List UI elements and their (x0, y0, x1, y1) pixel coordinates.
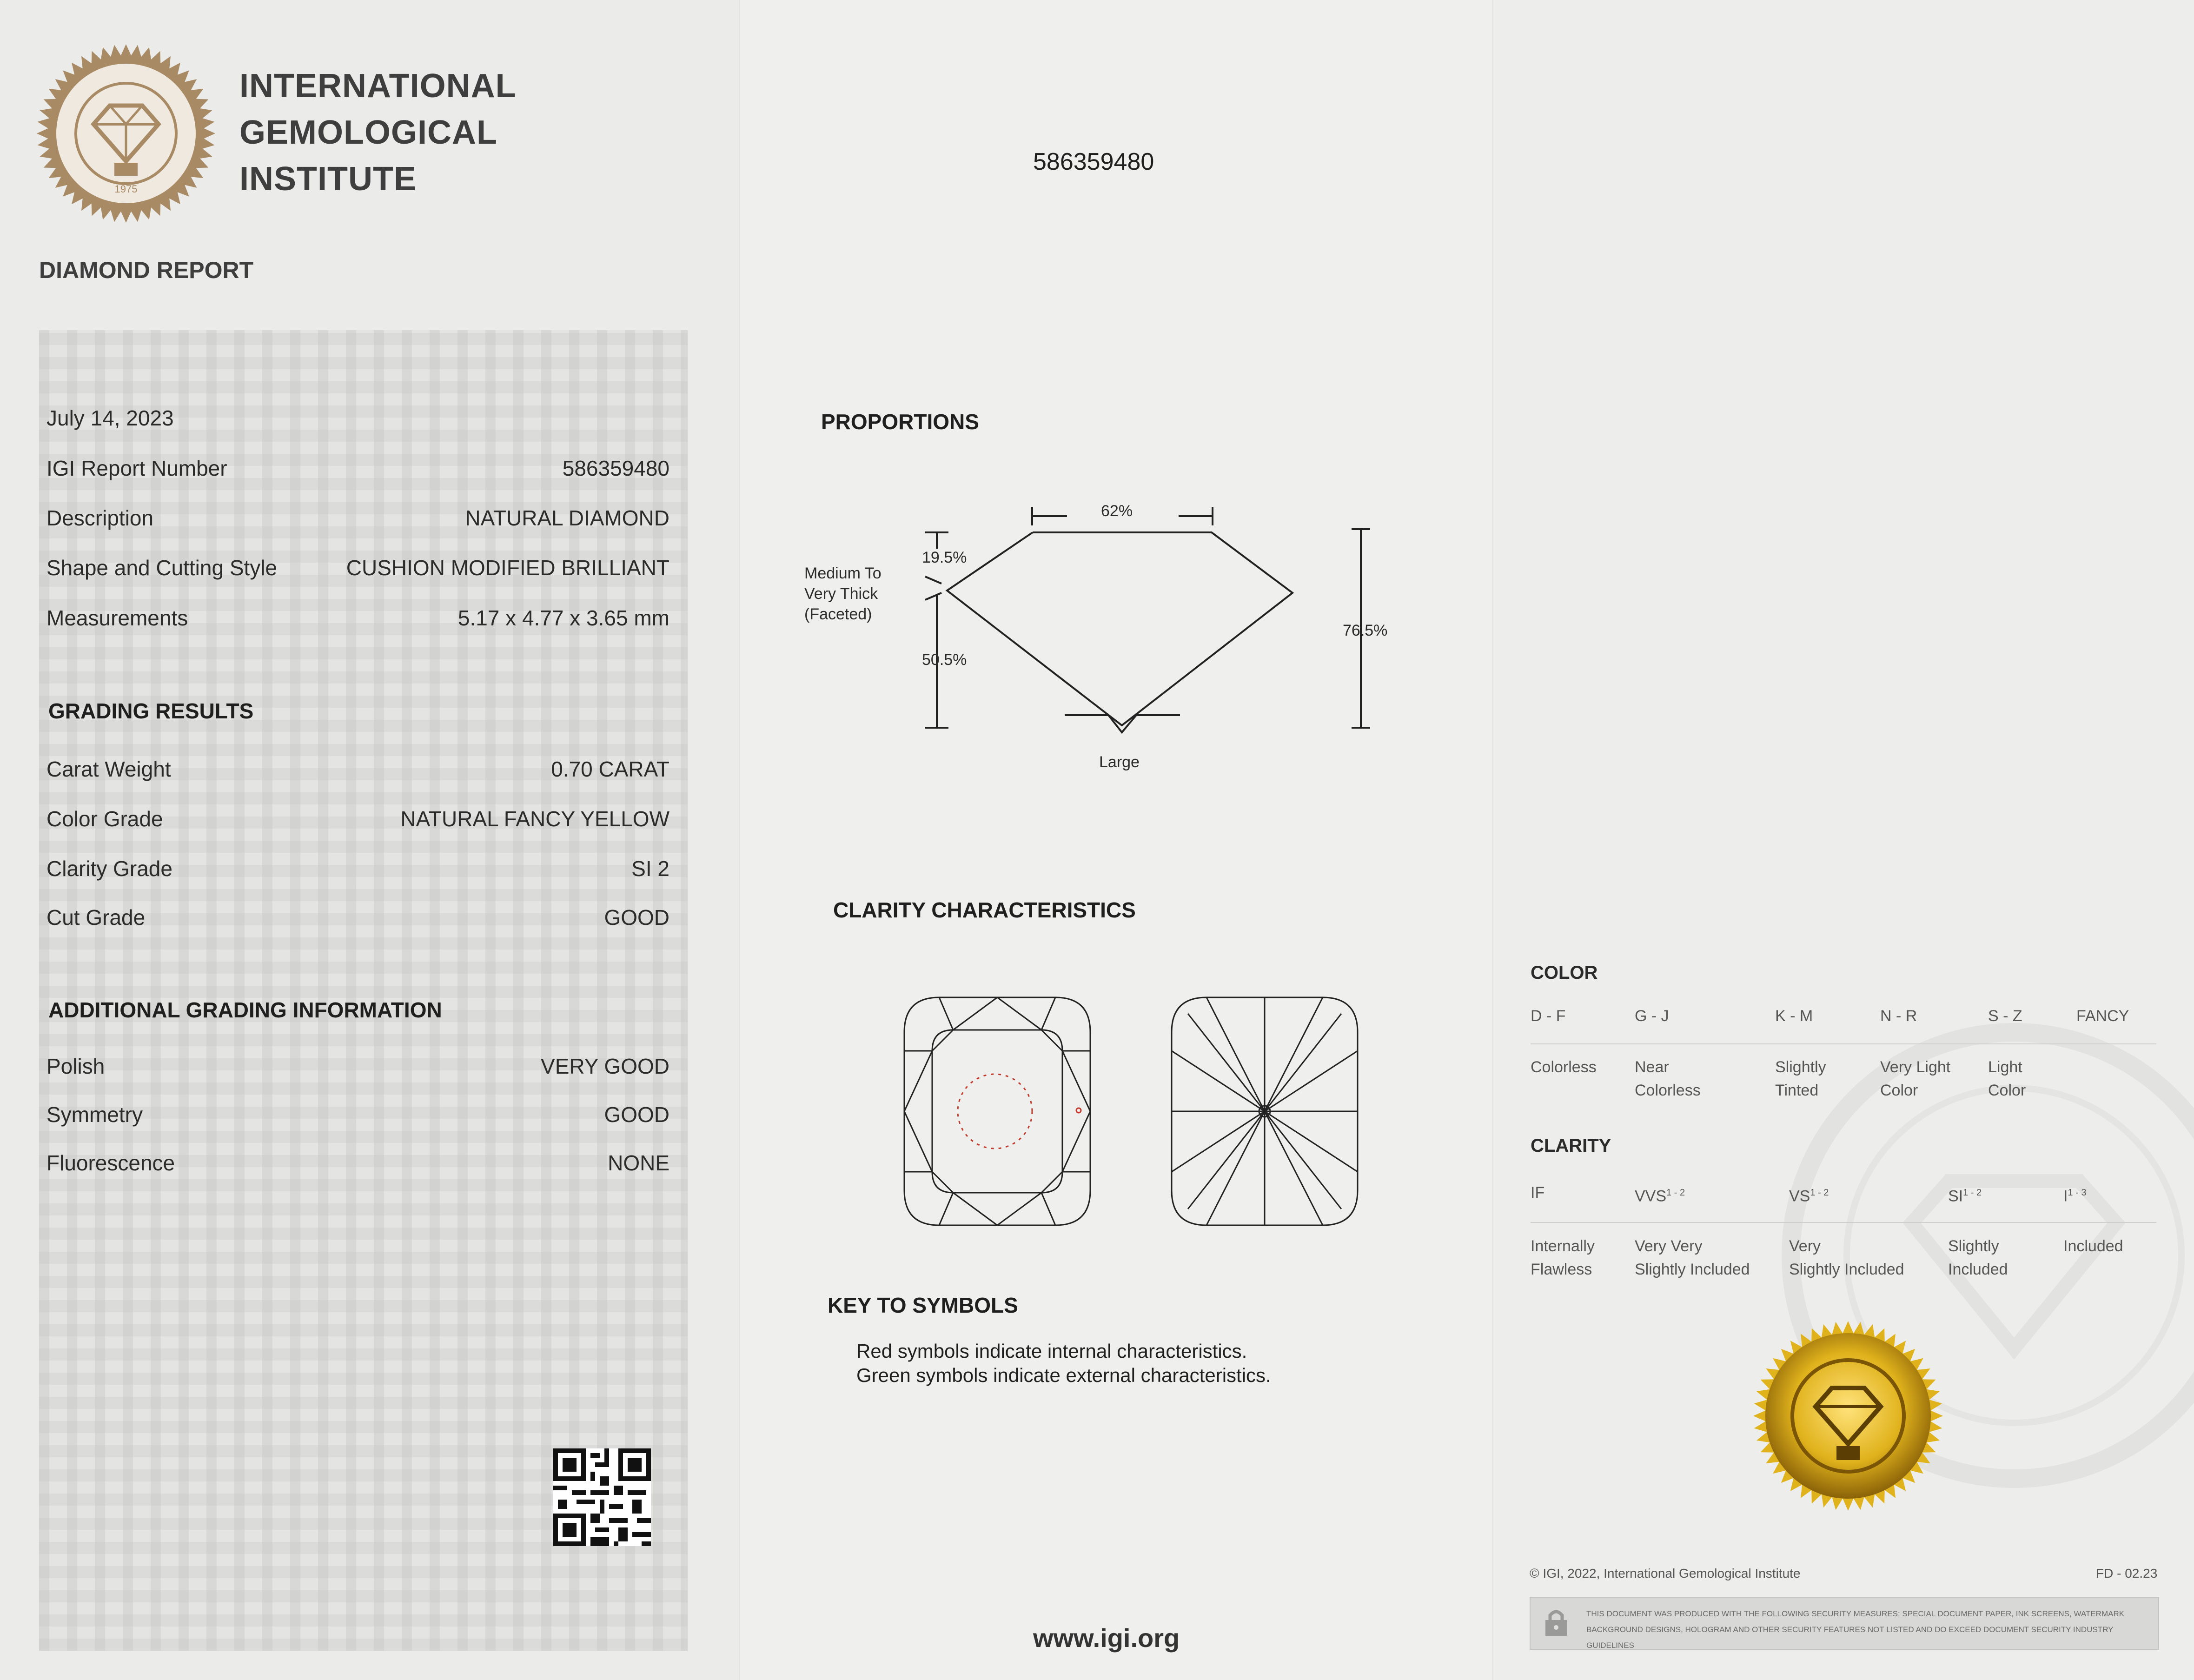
desc-line: Colorless (1635, 1082, 1701, 1099)
detail-row (46, 605, 669, 631)
additional-label: Polish (46, 1054, 105, 1078)
detail-label: Measurements (46, 606, 188, 630)
grading-results-heading: GRADING RESULTS (48, 699, 254, 723)
detail-value: NATURAL DIAMOND (465, 506, 669, 530)
detail-value: 586359480 (562, 456, 669, 480)
clarity-description (1531, 1235, 1595, 1281)
girdle-description: Very Thick (804, 585, 878, 603)
color-scale-heading: COLOR (1531, 963, 1598, 983)
brand-line: INTERNATIONAL (239, 67, 517, 105)
security-notice (1530, 1597, 2159, 1650)
grade-text: VVS (1635, 1187, 1667, 1205)
desc-line: Slightly (1775, 1058, 1826, 1076)
grading-label: Carat Weight (46, 757, 171, 781)
igi-seal-logo (35, 43, 217, 224)
desc-line: Very (1789, 1237, 1821, 1255)
desc-line: Slightly (1948, 1237, 1999, 1255)
color-grade: K - M (1775, 1007, 1813, 1025)
desc-line: Slightly Included (1635, 1261, 1750, 1278)
detail-row (46, 456, 669, 481)
website-link[interactable]: www.igi.org (1033, 1623, 1180, 1653)
report-date: July 14, 2023 (46, 406, 174, 430)
hologram-seal (1753, 1321, 1943, 1511)
divider (1531, 1222, 2156, 1223)
copyright-text: © IGI, 2022, International Gemological Institute (1530, 1566, 1801, 1580)
grading-label: Clarity Grade (46, 857, 172, 881)
clarity-grade (1531, 1181, 1544, 1204)
clarity-grade (1635, 1181, 1685, 1208)
grading-label: Color Grade (46, 807, 163, 831)
grading-value: 0.70 CARAT (551, 757, 669, 781)
desc-line: Tinted (1775, 1082, 1819, 1099)
grade-range: 1 - 2 (1666, 1188, 1685, 1198)
clarity-grade (1948, 1181, 1982, 1208)
grading-value: NATURAL FANCY YELLOW (400, 807, 669, 831)
girdle-description: (Faceted) (804, 605, 872, 623)
crown-plot-diagram (902, 995, 1093, 1228)
color-grade: D - F (1531, 1007, 1566, 1025)
color-description (1988, 1056, 2026, 1102)
color-grade: FANCY (2076, 1007, 2129, 1025)
clarity-scale-heading: CLARITY (1531, 1135, 1611, 1156)
desc-line: Very Very (1635, 1237, 1703, 1255)
detail-value: CUSHION MODIFIED BRILLIANT (346, 556, 669, 580)
grading-row (46, 806, 669, 831)
color-description (1635, 1056, 1701, 1102)
security-line: BACKGROUND DESIGNS, HOLOGRAM AND OTHER SECURITY FEATURES NOT LISTED AND DO EXCEED DOCUMENT SECURITY INDUSTRY GUIDELINES (1586, 1625, 2114, 1650)
additional-value: GOOD (604, 1102, 669, 1127)
grading-row (46, 856, 669, 881)
seal-year: 1975 (114, 183, 138, 195)
color-description (1775, 1056, 1826, 1102)
report-number-top: 586359480 (1033, 148, 1154, 175)
additional-label: Fluorescence (46, 1151, 175, 1175)
grade-range: 1 - 2 (1810, 1188, 1829, 1198)
proportions-heading: PROPORTIONS (821, 410, 979, 434)
clarity-description (1635, 1235, 1750, 1281)
desc-line: Color (1988, 1082, 2026, 1099)
grade-text: I (2063, 1187, 2068, 1205)
desc-line: Included (2063, 1237, 2123, 1255)
additional-grading-heading: ADDITIONAL GRADING INFORMATION (48, 998, 442, 1022)
grade-text: IF (1531, 1184, 1545, 1202)
girdle-description: Medium To (804, 564, 882, 582)
desc-line: Color (1880, 1082, 1918, 1099)
detail-label: Shape and Cutting Style (46, 556, 278, 580)
detail-label: IGI Report Number (46, 456, 227, 480)
additional-value: VERY GOOD (541, 1054, 669, 1078)
qr-code[interactable] (553, 1448, 651, 1546)
left-panel (0, 0, 739, 1680)
lock-icon (1540, 1606, 1572, 1639)
color-description (1880, 1056, 1950, 1102)
table-percentage: 62% (1101, 502, 1133, 520)
detail-value: 5.17 x 4.77 x 3.65 mm (457, 606, 669, 630)
detail-label: Description (46, 506, 154, 530)
desc-line: Flawless (1531, 1261, 1592, 1278)
date-row (46, 405, 669, 431)
grade-range: 1 - 3 (2068, 1188, 2087, 1198)
pavilion-plot-diagram (1169, 995, 1360, 1228)
key-to-symbols-heading: KEY TO SYMBOLS (828, 1293, 1018, 1317)
clarity-characteristics-heading: CLARITY CHARACTERISTICS (833, 898, 1136, 922)
middle-panel (739, 0, 1493, 1680)
additional-value: NONE (608, 1151, 669, 1175)
additional-row (46, 1150, 669, 1175)
desc-line: Included (1948, 1261, 2008, 1278)
color-description (1531, 1056, 1597, 1079)
security-line: THIS DOCUMENT WAS PRODUCED WITH THE FOLLOWING SECURITY MEASURES: SPECIAL DOCUMENT PAPER, INK SCREENS, WATERMARK (1586, 1609, 2125, 1618)
desc-line: Very Light (1880, 1058, 1951, 1076)
crown-percentage: 19.5% (922, 549, 967, 566)
divider (1531, 1043, 2156, 1044)
brand-line: INSTITUTE (239, 160, 417, 198)
desc-line: Internally (1531, 1237, 1595, 1255)
desc-line: Slightly Included (1789, 1261, 1904, 1278)
total-depth-percentage: 76.5% (1343, 622, 1388, 639)
detail-row (46, 505, 669, 531)
grading-label: Cut Grade (46, 905, 146, 930)
desc-line: Light (1988, 1058, 2022, 1076)
key-line: Green symbols indicate external characteristics. (856, 1364, 1271, 1386)
clarity-description (1789, 1235, 1904, 1281)
additional-row (46, 1102, 669, 1127)
additional-label: Symmetry (46, 1102, 143, 1127)
additional-row (46, 1054, 669, 1079)
culet-description: Large (1099, 753, 1140, 771)
key-line: Red symbols indicate internal characteristics. (856, 1340, 1247, 1362)
security-notice-text (1586, 1606, 2149, 1653)
detail-row (46, 555, 669, 580)
grading-row (46, 757, 669, 782)
report-title: DIAMOND REPORT (39, 257, 254, 283)
color-grade: N - R (1880, 1007, 1917, 1025)
grading-value: SI 2 (631, 857, 669, 881)
form-code: FD - 02.23 (2096, 1566, 2158, 1580)
color-grade: S - Z (1988, 1007, 2022, 1025)
grade-text: SI (1948, 1187, 1963, 1205)
clarity-grade (1789, 1181, 1829, 1208)
key-to-symbols-text (856, 1339, 1271, 1388)
grading-value: GOOD (604, 905, 669, 930)
clarity-grade (2063, 1181, 2086, 1208)
grade-range: 1 - 2 (1963, 1188, 1982, 1198)
brand-name (239, 63, 517, 202)
clarity-description (1948, 1235, 2008, 1281)
grade-text: VS (1789, 1187, 1810, 1205)
grading-row (46, 905, 669, 930)
pavilion-percentage: 50.5% (922, 651, 967, 669)
clarity-description (2063, 1235, 2123, 1258)
color-grade: G - J (1635, 1007, 1669, 1025)
brand-line: GEMOLOGICAL (239, 114, 497, 151)
desc-line: Near (1635, 1058, 1669, 1076)
desc-line: Colorless (1531, 1058, 1597, 1076)
